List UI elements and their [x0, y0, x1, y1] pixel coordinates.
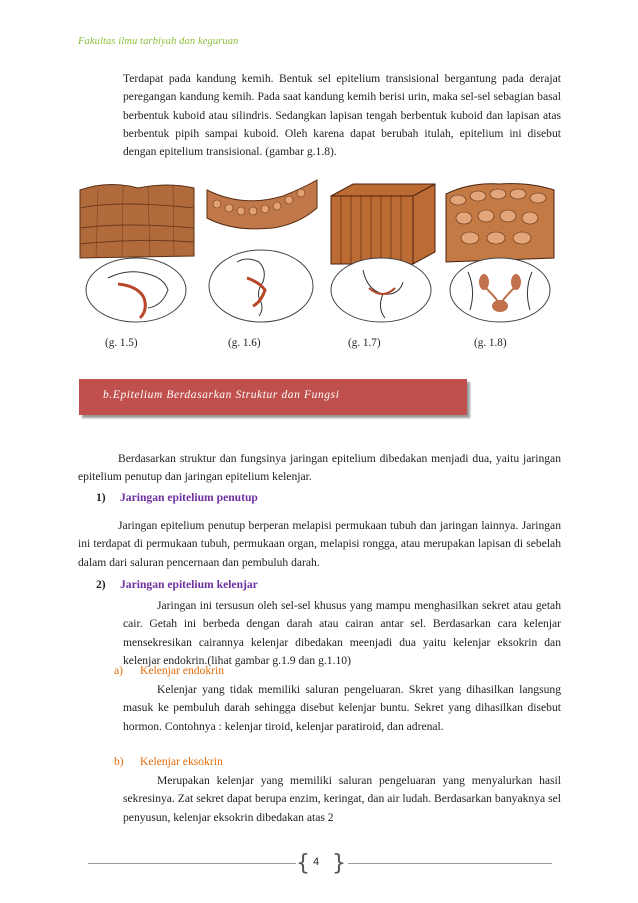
figure-strip — [78, 178, 560, 324]
tissue-block — [207, 180, 317, 229]
running-header: Fakultas ilmu tarbiyah dan keguruan — [78, 36, 239, 47]
figure-g1-8 — [440, 178, 558, 324]
footer-bracket-right: } — [332, 851, 346, 876]
footer-rule-right — [348, 863, 552, 864]
figure-g1-7 — [323, 178, 441, 324]
sub-letter: a) — [114, 664, 124, 677]
sub-title: Kelenjar endokrin — [140, 664, 225, 677]
section-banner — [79, 379, 467, 415]
subheading-kelenjar-eksokrin — [114, 755, 223, 768]
item-title: Jaringan epitelium penutup — [120, 491, 258, 504]
section-title: b.Epitelium Berdasarkan Struktur dan Fungsi — [103, 389, 340, 401]
footer-bracket-left: { — [296, 851, 310, 876]
figure-caption: (g. 1.5) — [105, 337, 138, 349]
item-number: 1) — [96, 491, 106, 504]
sub-letter: b) — [114, 755, 124, 768]
figure-g1-6 — [203, 178, 321, 324]
subheading-kelenjar-endokrin — [114, 664, 224, 677]
item-title: Jaringan epitelium kelenjar — [120, 578, 258, 591]
paragraph-epitelium-kelenjar: Jaringan ini tersusun oleh sel-sel khusus yang mampu menghasilkan sekret atau getah cair. Getah ini berbeda dengan darah atau cairan antar sel. Berdasarkan cara kelenjar mensekresikan cairannya kelenjar dibedakan meenjadi dua yaitu kelenjar eksokrin dan kelenjar endokrin.(lihat gambar g.1.9 dan g.1.10) — [123, 599, 561, 667]
heading-epitelium-penutup — [96, 491, 258, 504]
page-number: 4 — [313, 856, 320, 868]
footer-rule-left — [88, 863, 296, 864]
heading-epitelium-kelenjar — [96, 578, 258, 591]
figure-g1-5 — [78, 178, 196, 324]
paragraph-kelenjar-endokrin: Kelenjar yang tidak memiliki saluran pengeluaran. Skret yang dihasilkan langsung masuk ke pembuluh darah sehingga disebut kelenjar buntu. Sekret yang dihasilkan disebut hormon. Contohnya : kelenjar tiroid, kelenjar paratiroid, dan adrenal. — [123, 683, 561, 733]
sub-title: Kelenjar eksokrin — [140, 755, 223, 768]
organ-inset-circle — [331, 258, 431, 322]
intro-paragraph: Terdapat pada kandung kemih. Bentuk sel epitelium transisional bergantung pada derajat peregangan kandung kemih. Pada saat kandung kemih berisi urin, maka sel-sel sebagian basal berbentuk kuboid atau silindris. Sedangkan lapisan tengah berbentuk kuboid dan lapisan atas berbentuk pipih sampai kuboid. Oleh karena dapat berubah itulah, epitelium ini disebut dengan epitelium transisional. (gambar g.1.8). — [123, 72, 561, 159]
item-number: 2) — [96, 578, 106, 591]
section-paragraph: Berdasarkan struktur dan fungsinya jaringan epitelium dibedakan menjadi dua, yaitu jaringan epitelium penutup dan jaringan epitelium kelenjar. — [78, 452, 561, 484]
figure-caption: (g. 1.7) — [348, 337, 381, 349]
paragraph-kelenjar-eksokrin: Merupakan kelenjar yang memiliki saluran pengeluaran yang menyalurkan hasil sekresinya. Zat sekret dapat berupa enzim, keringat, dan air ludah. Berdasarkan banyaknya sel penyusun, kelenjar eksokrin dibedakan atas 2 — [123, 774, 561, 824]
paragraph-epitelium-penutup: Jaringan epitelium penutup berperan melapisi permukaan tubuh dan jaringan lainnya. Jaringan ini terdapat di permukaan tubuh, permukaan organ, melapisi rongga, atau merupakan lapisan di sebelah dalam dari saluran pencernaan dan pembuluh darah. — [78, 519, 561, 569]
organ-inset-circle — [450, 258, 550, 322]
figure-caption: (g. 1.6) — [228, 337, 261, 349]
figure-caption: (g. 1.8) — [474, 337, 507, 349]
